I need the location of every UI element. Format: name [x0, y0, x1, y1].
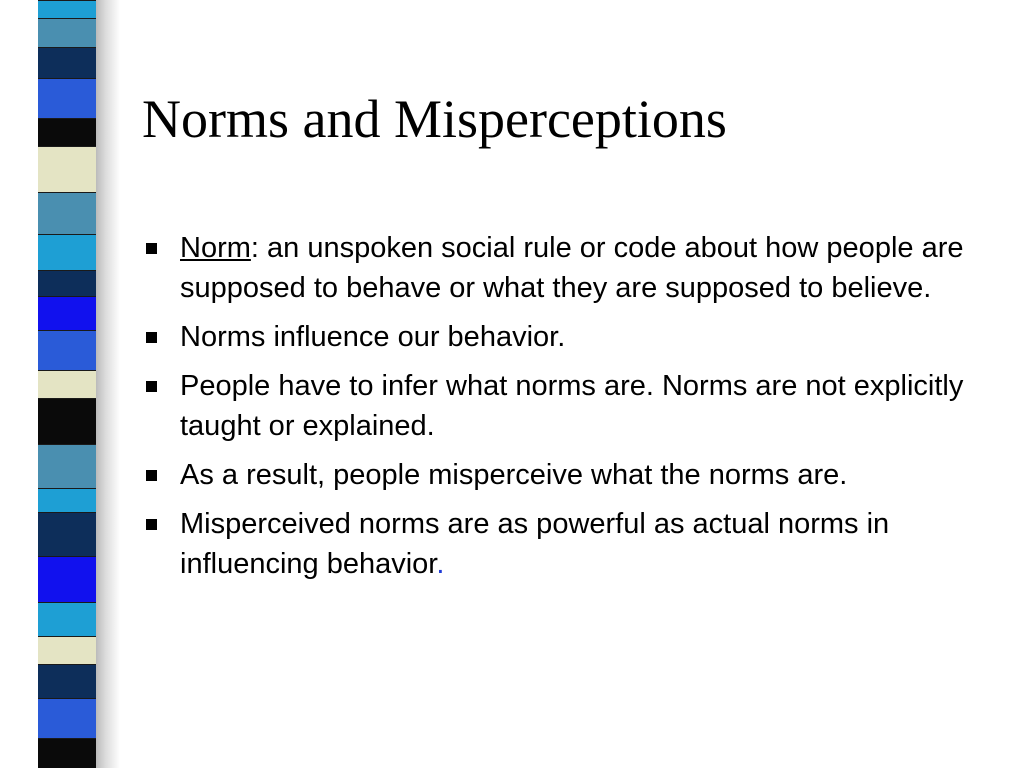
stripe-block [38, 78, 96, 118]
stripe-block [38, 370, 96, 398]
square-bullet-icon [146, 332, 157, 343]
stripe-block [38, 636, 96, 664]
stripe-block [38, 444, 96, 488]
stripe-block [38, 398, 96, 444]
square-bullet-icon [146, 243, 157, 254]
decorative-stripe [32, 0, 96, 768]
stripe-block [38, 296, 96, 330]
stripe-block [38, 738, 96, 768]
square-bullet-icon [146, 470, 157, 481]
bullet-text: : an unspoken social rule or code about how people are supposed to behave or what they are supposed to believe. [180, 232, 964, 304]
stripe-block [38, 18, 96, 47]
bullet-item [142, 504, 1002, 584]
stripe-block [38, 330, 96, 370]
bullet-list [142, 228, 1002, 593]
stripe-block [38, 602, 96, 636]
stripe-block [38, 234, 96, 270]
bullet-item [142, 455, 1002, 495]
slide-title: Norms and Misperceptions [142, 89, 727, 149]
stripe-block [38, 118, 96, 146]
bullet-item [142, 228, 1002, 308]
stripe-block [38, 192, 96, 234]
stripe-block [38, 488, 96, 512]
stripe-block [38, 0, 96, 18]
stripe-block [38, 556, 96, 602]
bullet-text: People have to infer what norms are. Norms are not explicitly taught or explained. [180, 370, 964, 442]
stripe-block [38, 146, 96, 192]
bullet-item [142, 366, 1002, 446]
bullet-text: As a result, people misperceive what the norms are. [180, 459, 848, 491]
stripe-shadow [94, 0, 120, 768]
square-bullet-icon [146, 381, 157, 392]
stripe-block [38, 47, 96, 78]
stripe-block [38, 270, 96, 296]
bullet-term: Norm [180, 232, 251, 264]
square-bullet-icon [146, 519, 157, 530]
stripe-block [38, 698, 96, 738]
stripe-block [38, 664, 96, 698]
stripe-block [38, 512, 96, 556]
bullet-item [142, 317, 1002, 357]
bullet-text: Norms influence our behavior. [180, 321, 566, 353]
bullet-end-period: . [436, 548, 445, 580]
bullet-text: Misperceived norms are as powerful as actual norms in influencing behavior [180, 508, 890, 580]
